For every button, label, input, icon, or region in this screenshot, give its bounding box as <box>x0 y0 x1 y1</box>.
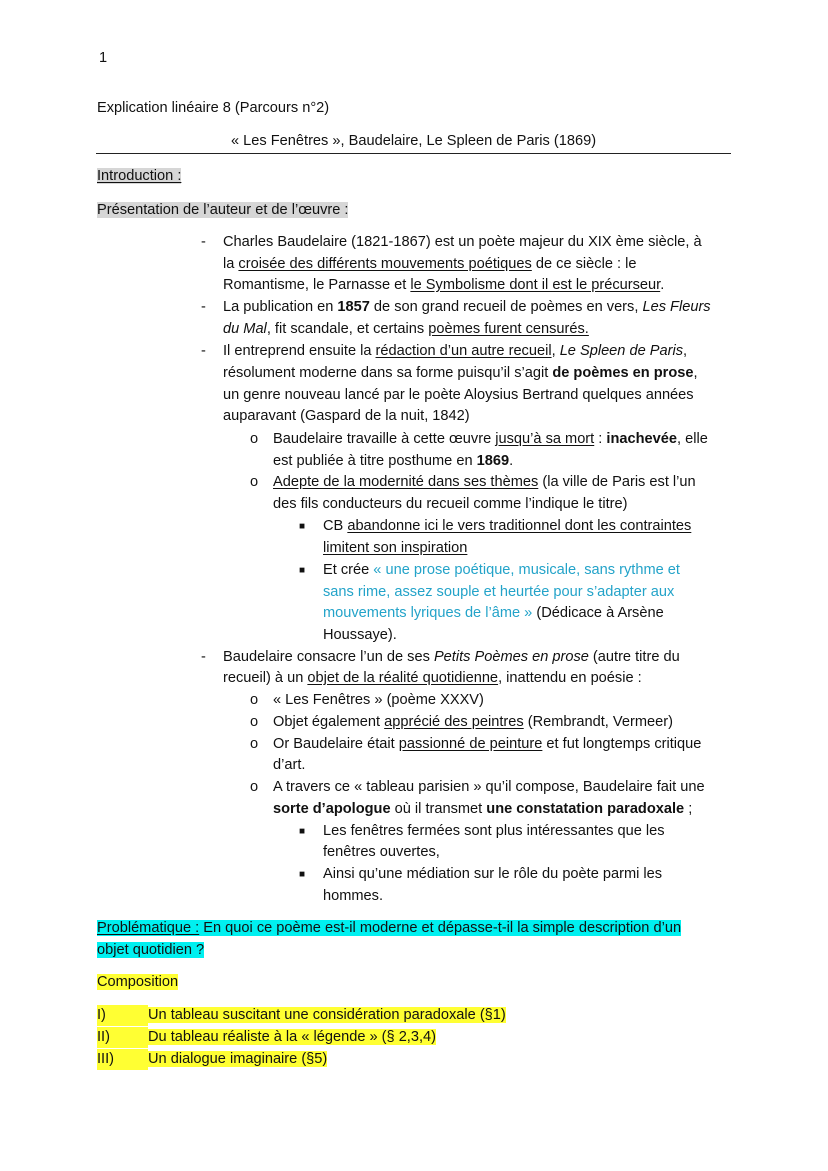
paragraph-line: Romantisme, le Parnasse et le Symbolisme dont il est le précurseur. <box>223 277 665 293</box>
paragraph-line: recueil) à un objet de la réalité quotidienne, inattendu en poésie : <box>223 670 642 686</box>
dash-bullet: - <box>201 343 206 359</box>
composition-text: Un tableau suscitant une considération paradoxale (§1) <box>148 1007 506 1023</box>
paragraph-line: auparavant (Gaspard de la nuit, 1842) <box>223 408 470 424</box>
header-rule <box>96 153 731 154</box>
composition-item <box>97 1005 506 1026</box>
circle-bullet: o <box>250 736 259 752</box>
paragraph-line: Adepte de la modernité dans ses thèmes (la ville de Paris est l’un <box>273 474 696 490</box>
paragraph-line: du Mal, fit scandale, et certains poèmes furent censurés. <box>223 321 589 337</box>
paragraph-line: Or Baudelaire était passionné de peinture et fut longtemps critique <box>273 736 702 752</box>
paragraph-line: fenêtres ouvertes, <box>323 844 440 860</box>
paragraph-line: Baudelaire consacre l’un de ses Petits Poèmes en prose (autre titre du <box>223 649 680 665</box>
presentation-heading <box>97 200 348 221</box>
composition-heading: Composition <box>97 974 179 990</box>
composition-text: Du tableau réaliste à la « légende » (§ 2,3,4) <box>148 1029 437 1045</box>
paragraph-line: est publiée à titre posthume en 1869. <box>273 453 514 469</box>
paragraph-line: Les fenêtres fermées sont plus intéressantes que les <box>323 823 665 839</box>
paragraph-line: Baudelaire travaille à cette œuvre jusqu’à sa mort : inachevée, elle <box>273 431 708 447</box>
document-subtitle: « Les Fenêtres », Baudelaire, Le Spleen de Paris (1869) <box>231 133 597 149</box>
composition-number: II) <box>97 1027 148 1048</box>
introduction-heading <box>97 166 181 187</box>
dash-bullet: - <box>201 299 206 315</box>
presentation-label: Présentation de l’auteur et de l’œuvre : <box>97 202 349 218</box>
composition-number: III) <box>97 1049 148 1070</box>
composition-text: Un dialogue imaginaire (§5) <box>148 1051 328 1067</box>
paragraph-line: des fils conducteurs du recueil comme l’indique le titre) <box>273 496 628 512</box>
paragraph-line: Ainsi qu’une médiation sur le rôle du poète parmi les <box>323 866 663 882</box>
page-number: 1 <box>99 50 108 66</box>
paragraph-line: résolument moderne dans sa forme puisqu’il s’agit de poèmes en prose, <box>223 365 698 381</box>
dash-bullet: - <box>201 234 206 250</box>
paragraph-line: « Les Fenêtres » (poème XXXV) <box>273 692 484 708</box>
circle-bullet: o <box>250 474 259 490</box>
problematique-line <box>97 940 204 961</box>
circle-bullet: o <box>250 692 259 708</box>
problematique-text: objet quotidien ? <box>97 942 205 958</box>
paragraph-line: Houssaye). <box>323 627 397 643</box>
circle-bullet: o <box>250 714 259 730</box>
square-bullet: ■ <box>299 565 306 576</box>
paragraph-line: A travers ce « tableau parisien » qu’il compose, Baudelaire fait une <box>273 779 705 795</box>
paragraph-line: d’art. <box>273 757 306 773</box>
paragraph-line: La publication en 1857 de son grand recueil de poèmes en vers, Les Fleurs <box>223 299 711 315</box>
circle-bullet: o <box>250 779 259 795</box>
document-title: Explication linéaire 8 (Parcours n°2) <box>97 100 330 116</box>
paragraph-line: sans rime, assez souple et heurtée pour s’adapter aux <box>323 584 675 600</box>
problematique-label: Problématique : <box>97 920 200 936</box>
paragraph-line: sorte d’apologue où il transmet une constatation paradoxale ; <box>273 801 693 817</box>
paragraph-line: un genre nouveau lancé par le poète Aloysius Bertrand quelques années <box>223 387 694 403</box>
square-bullet: ■ <box>299 521 306 532</box>
circle-bullet: o <box>250 431 259 447</box>
paragraph-line: Charles Baudelaire (1821-1867) est un poète majeur du XIX ème siècle, à <box>223 234 702 250</box>
problematique-text: En quoi ce poème est-il moderne et dépasse-t-il la simple description d’un <box>199 920 682 936</box>
dash-bullet: - <box>201 649 206 665</box>
paragraph-line: limitent son inspiration <box>323 540 468 556</box>
problematique-line <box>97 918 681 939</box>
composition-item <box>97 1027 436 1048</box>
paragraph-line: Objet également apprécié des peintres (Rembrandt, Vermeer) <box>273 714 673 730</box>
composition-number: I) <box>97 1005 148 1026</box>
paragraph-line: CB abandonne ici le vers traditionnel dont les contraintes <box>323 518 692 534</box>
paragraph-line: mouvements lyriques de l’âme » (Dédicace à Arsène <box>323 605 664 621</box>
paragraph-line: Il entreprend ensuite la rédaction d’un autre recueil, Le Spleen de Paris, <box>223 343 688 359</box>
paragraph-line: la croisée des différents mouvements poétiques de ce siècle : le <box>223 256 637 272</box>
square-bullet: ■ <box>299 826 306 837</box>
introduction-label: Introduction : <box>97 168 182 184</box>
paragraph-line: hommes. <box>323 888 384 904</box>
square-bullet: ■ <box>299 869 306 880</box>
composition-item <box>97 1049 327 1070</box>
paragraph-line: Et crée « une prose poétique, musicale, sans rythme et <box>323 562 680 578</box>
